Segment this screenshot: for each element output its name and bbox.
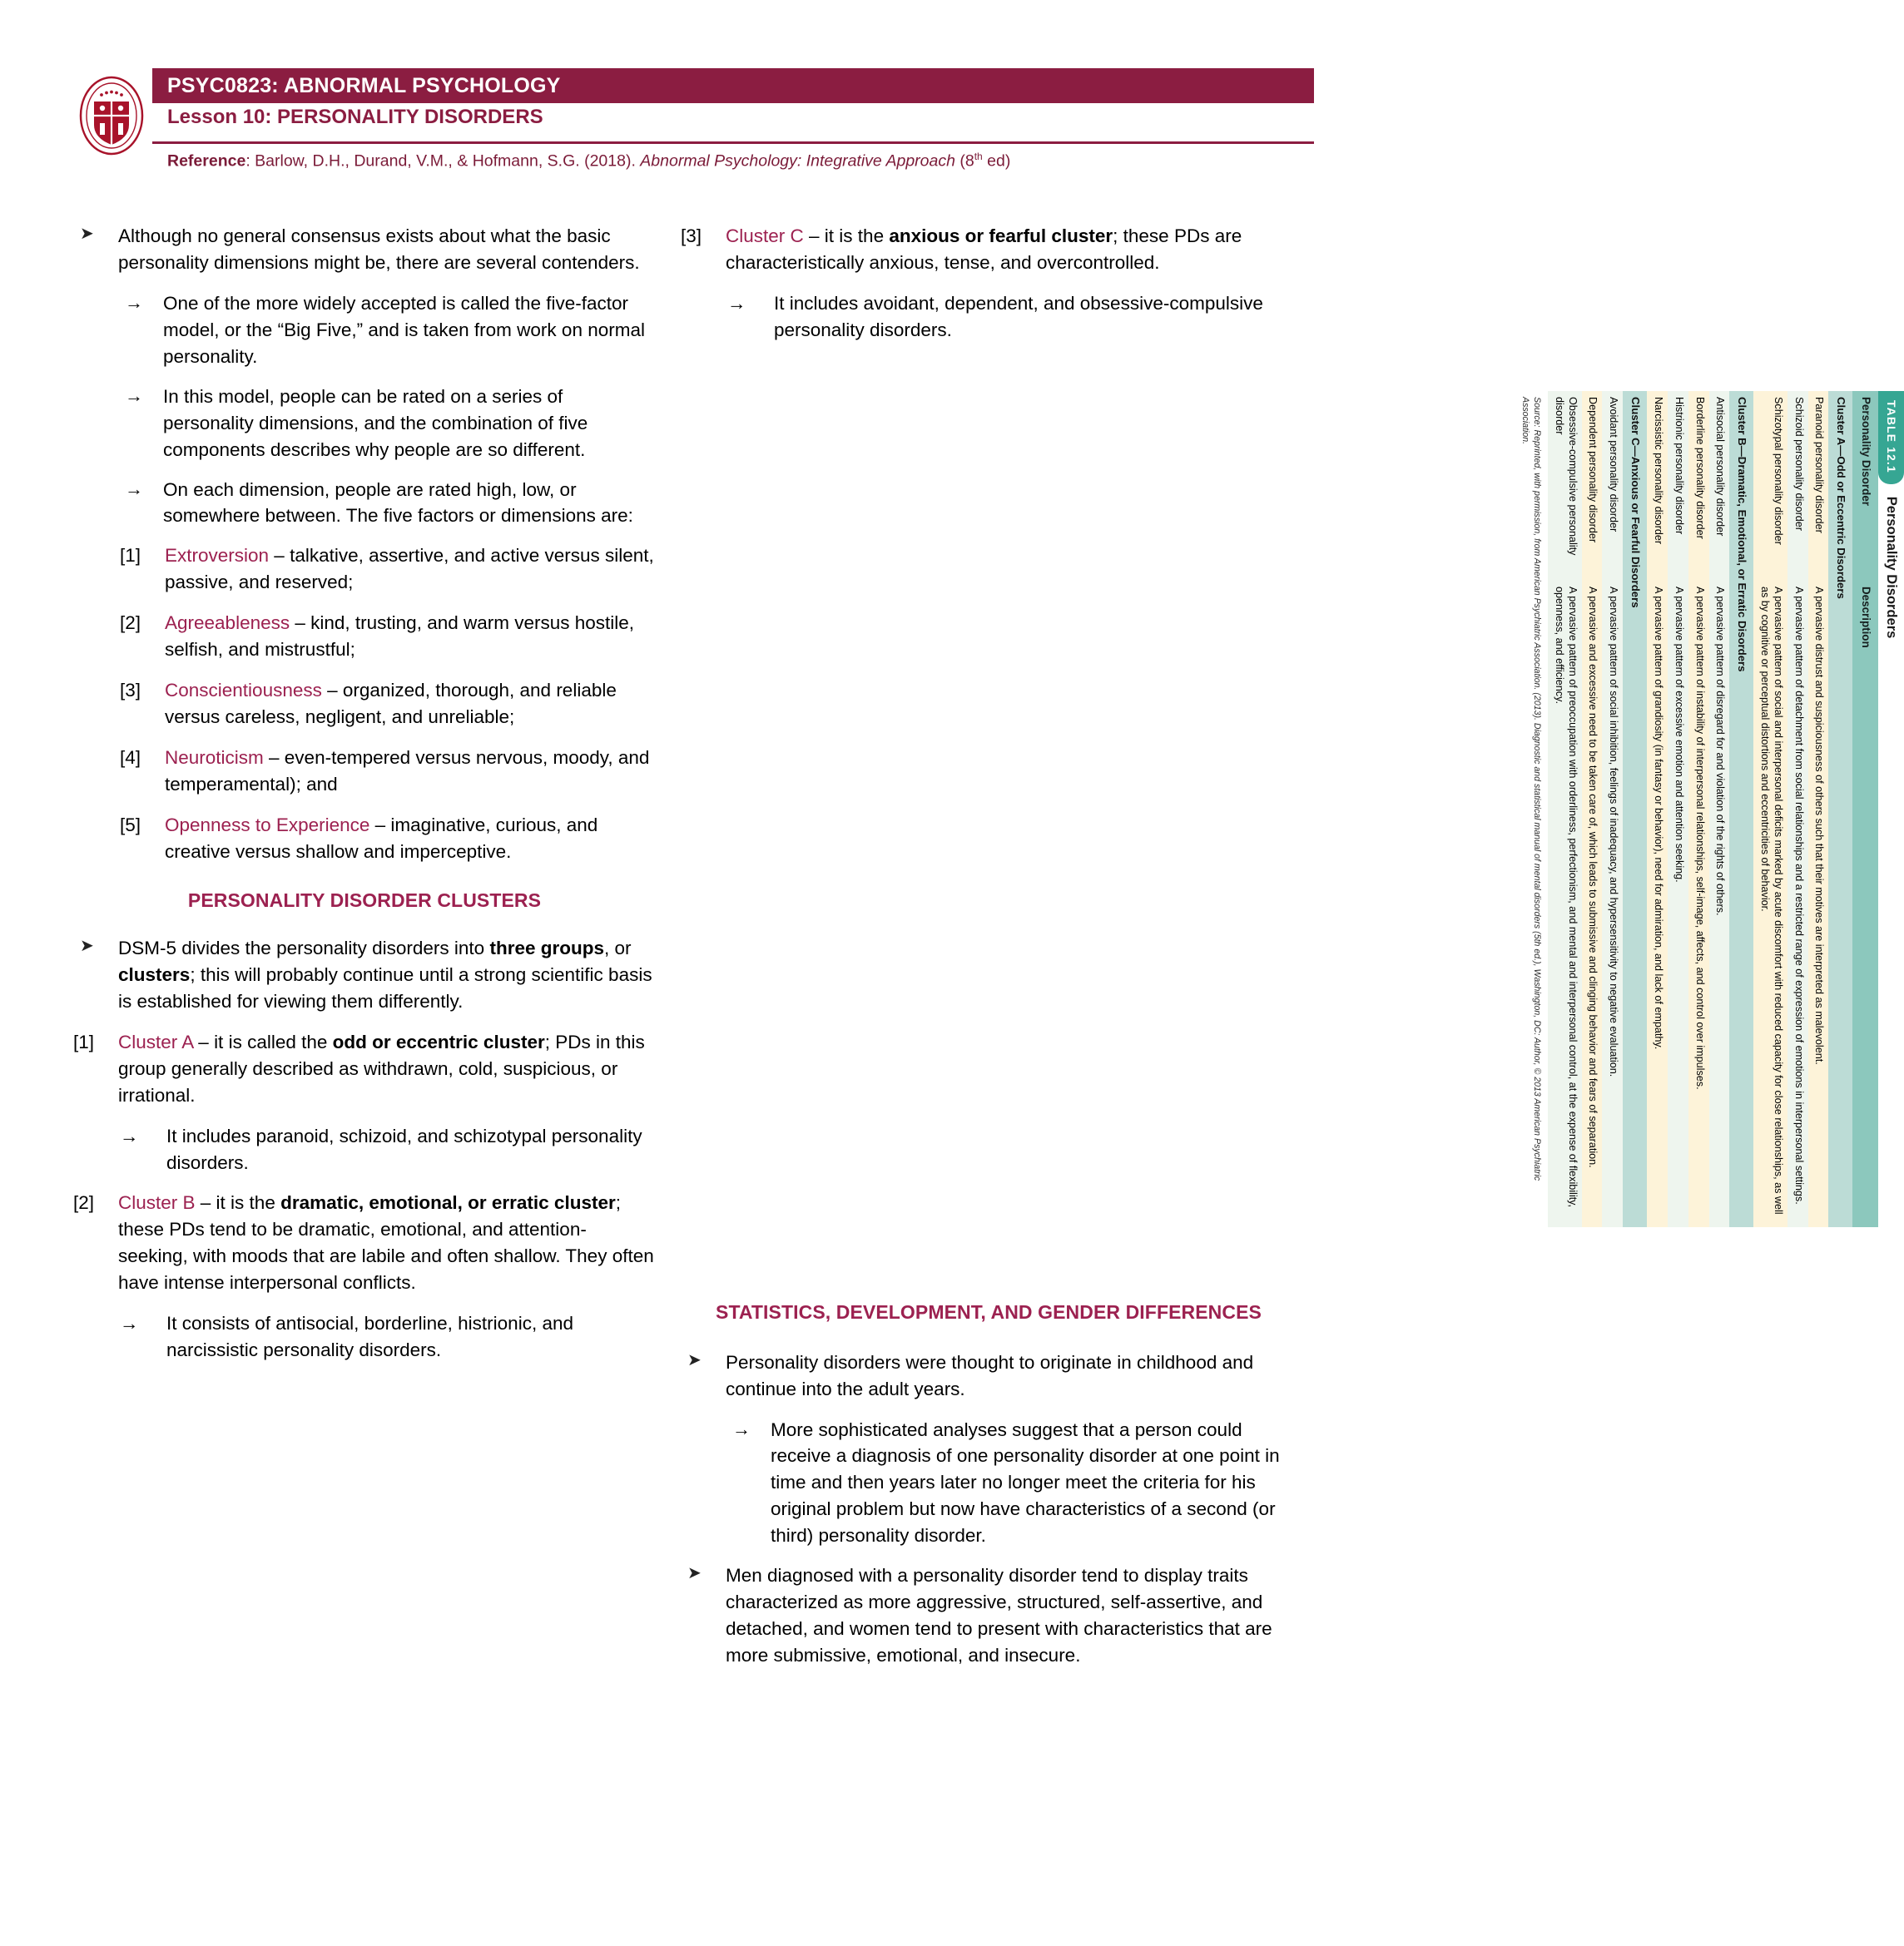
section-heading-clusters: PERSONALITY DISORDER CLUSTERS <box>187 889 542 911</box>
reference-text-3: ed) <box>982 151 1011 171</box>
factor-1-number: [1] <box>120 545 141 567</box>
sub-bullet-analyses <box>727 1417 1297 1550</box>
cluster-c-bold: anxious or fearful cluster <box>889 225 1113 246</box>
cluster-a-includes-text: It includes paranoid, schizoid, and schizotypal personality disorders. <box>166 1126 642 1173</box>
cluster-a-term: Cluster A <box>118 1032 194 1053</box>
table-source-note-row <box>1515 391 1548 1227</box>
table-header-row <box>1852 391 1878 1227</box>
disorder-name: Histrionic personality disorder <box>1668 391 1688 581</box>
table-title-row <box>1878 391 1904 1227</box>
group-row-cluster-b <box>1729 391 1753 1227</box>
group-label-cluster-a: Cluster A—Odd or Eccentric Disorders <box>1828 391 1852 1227</box>
sub-bullet-analyses-text: More sophisticated analyses suggest that a person could receive a diagnosis of one personality disorder at one point in time and then years later no longer meet the criteria for his original problem but now have characteristics of a second (or third) personality disorder. <box>771 1419 1280 1547</box>
disorder-description: A pervasive pattern of grandiosity (in fantasy or behavior), need for admiration, and lack of empathy. <box>1647 581 1668 1227</box>
disorder-description: A pervasive pattern of disregard for and violation of the rights of others. <box>1709 581 1730 1227</box>
dsm5-bold-three-groups: three groups <box>489 938 604 959</box>
factor-4-term: Neuroticism <box>165 747 264 768</box>
factor-5-term: Openness to Experience <box>165 814 370 835</box>
disorder-name: Avoidant personality disorder <box>1603 391 1624 581</box>
table-banner <box>1878 391 1904 1227</box>
bullet-gender <box>681 1562 1297 1669</box>
table-title: Personality Disorders <box>1883 496 1899 639</box>
bullet-intro-text: Although no general consensus exists about what the basic personality dimensions might be, there are several contenders. <box>118 225 640 273</box>
group-row-cluster-c <box>1623 391 1647 1227</box>
right-arrow-icon: → <box>125 291 143 313</box>
reference-line <box>167 151 1010 171</box>
arrow-bullet-icon: ➤ <box>80 937 94 956</box>
right-arrow-icon: → <box>727 292 746 314</box>
disorder-description: A pervasive pattern of instability of interpersonal relationships, self-image, affects, and control over impulses. <box>1688 581 1709 1227</box>
sub-bullet-dimensions-text: In this model, people can be rated on a series of personality dimensions, and the combination of five components describes why people are so different. <box>163 385 588 460</box>
cluster-c-pre: – it is the <box>803 225 890 246</box>
left-top-list <box>73 223 656 865</box>
sub-bullet-big-five-text: One of the more widely accepted is called the five-factor model, or the “Big Five,” and is taken from work on normal personality. <box>163 292 645 367</box>
table-row <box>1753 391 1787 1227</box>
list-item-cluster-a <box>73 1029 656 1109</box>
disorder-description: A pervasive distrust and suspiciousness of others such that their motives are interpreted as malevolent. <box>1808 581 1829 1227</box>
cluster-b-pre: – it is the <box>195 1191 281 1213</box>
list-item-cluster-c <box>681 223 1297 276</box>
table-source-note: Source: Reprinted, with permission, from American Psychiatric Association. (2013). Diagnostic and statistical manual of mental disorders (5th ed.), Washington, DC: Author, © 2013 American Psychiatric Association. <box>1515 391 1548 1227</box>
dsm5-text-pre: DSM-5 divides the personality disorders into <box>118 938 490 959</box>
disorder-description: A pervasive and excessive need to be taken care of, which leads to submissive and clinging behavior and fears of separation. <box>1582 581 1603 1227</box>
bullet-dsm5 <box>73 935 656 1015</box>
disorder-description: A pervasive pattern of social inhibition, feelings of inadequacy, and hypersensitivity to negative evaluation. <box>1603 581 1624 1227</box>
university-seal-logo <box>79 77 144 156</box>
table-12-1-rotated <box>1292 391 1904 1227</box>
table-row <box>1709 391 1730 1227</box>
disorder-name: Paranoid personality disorder <box>1808 391 1829 581</box>
disorder-name: Dependent personality disorder <box>1582 391 1603 581</box>
cluster-c-term: Cluster C <box>726 225 804 246</box>
bullet-intro <box>73 223 656 276</box>
disorder-name: Borderline personality disorder <box>1688 391 1709 581</box>
sub-bullet-big-five <box>120 290 656 370</box>
cluster-c-number: [3] <box>681 225 702 246</box>
dsm5-text-post: ; this will probably continue until a strong scientific basis is established for viewing them differently. <box>118 964 652 1013</box>
factor-1-term: Extroversion <box>165 545 270 567</box>
right-arrow-icon: → <box>732 1418 751 1439</box>
dsm5-text-mid: , or <box>603 938 632 959</box>
cluster-c-includes-text: It includes avoidant, dependent, and obsessive-compulsive personality disorders. <box>774 292 1263 340</box>
factor-4-desc: – even-tempered versus nervous, moody, and temperamental); and <box>165 747 650 795</box>
right-column-bottom <box>681 1285 1297 1683</box>
cluster-b-bold: dramatic, emotional, or erratic cluster <box>280 1191 616 1213</box>
sub-bullet-cluster-c-includes <box>727 290 1297 344</box>
list-item-factor-3 <box>120 677 656 730</box>
personality-disorders-table <box>1515 391 1904 1227</box>
disorder-description: A pervasive pattern of preoccupation with orderliness, perfectionism, and mental and interpersonal control, at the expense of flexibility, openness, and efficiency. <box>1548 581 1582 1227</box>
left-clusters-list <box>73 935 656 1363</box>
table-row <box>1582 391 1603 1227</box>
disorder-name: Narcissistic personality disorder <box>1647 391 1668 581</box>
cluster-a-post: ; PDs in this group generally described as withdrawn, cold, suspicious, or irrational. <box>118 1032 645 1107</box>
cluster-b-includes-text: It consists of antisocial, borderline, histrionic, and narcissistic personality disorders. <box>166 1312 573 1360</box>
section-heading-statistics: STATISTICS, DEVELOPMENT, AND GENDER DIFFERENCES <box>716 1301 1262 1323</box>
dsm5-bold-clusters: clusters <box>118 964 191 986</box>
list-item-cluster-b <box>73 1190 656 1296</box>
list-item-factor-5 <box>120 812 656 865</box>
header-divider <box>152 141 1314 144</box>
factor-5-number: [5] <box>120 814 141 835</box>
statistics-list <box>681 1349 1297 1669</box>
cluster-b-post: ; these PDs tend to be dramatic, emotional, and attention-seeking, with moods that are labile and often shallow. They often have intense interpersonal conflicts. <box>118 1191 654 1293</box>
factor-3-term: Conscientiousness <box>165 680 322 701</box>
lesson-title: Lesson 10: PERSONALITY DISORDERS <box>167 106 543 128</box>
right-arrow-icon: → <box>125 384 143 406</box>
factor-3-desc: – organized, thorough, and reliable versus careless, negligent, and unreliable; <box>165 680 617 728</box>
factor-2-number: [2] <box>120 612 141 634</box>
reference-text-2: (8 <box>954 151 974 171</box>
arrow-bullet-icon: ➤ <box>80 225 94 243</box>
reference-text-1: : Barlow, D.H., Durand, V.M., & Hofmann, S.G. (2018). <box>245 151 641 171</box>
group-row-cluster-a <box>1828 391 1852 1227</box>
right-arrow-icon: → <box>120 1126 139 1147</box>
group-label-cluster-c: Cluster C—Anxious or Fearful Disorders <box>1623 391 1647 1227</box>
table-row <box>1787 391 1808 1227</box>
bullet-origin <box>681 1349 1297 1403</box>
bullet-gender-text: Men diagnosed with a personality disorder tend to display traits characterized as more aggressive, structured, self-assertive, and detached, and women tend to present with characteristics that are more submissive, emotional, and insecure. <box>726 1565 1272 1666</box>
cluster-a-number: [1] <box>73 1032 95 1053</box>
reference-book-title: Abnormal Psychology: Integrative Approach <box>640 151 955 171</box>
disorder-description: A pervasive pattern of detachment from social relationships and a restricted range of expression of emotions in interpersonal settings. <box>1787 581 1808 1227</box>
list-item-factor-1 <box>120 542 656 596</box>
table-row <box>1647 391 1668 1227</box>
column-header-personality-disorder: Personality Disorder <box>1852 391 1878 581</box>
table-row <box>1688 391 1709 1227</box>
table-12-1-zone <box>681 391 1899 1231</box>
disorder-name: Schizotypal personality disorder <box>1753 391 1787 581</box>
factor-3-number: [3] <box>120 680 141 701</box>
table-number-tag: TABLE 12.1 <box>1878 391 1904 484</box>
arrow-bullet-icon: ➤ <box>687 1564 702 1583</box>
right-cluster-c-list <box>681 223 1297 344</box>
table-row <box>1808 391 1829 1227</box>
sub-bullet-cluster-a-includes <box>120 1123 656 1176</box>
factor-2-desc: – kind, trusting, and warm versus hostile, selfish, and mistrustful; <box>165 612 635 661</box>
course-title-bar <box>152 68 1314 103</box>
left-column <box>73 223 656 1377</box>
disorder-description: A pervasive pattern of excessive emotion and attention seeking. <box>1668 581 1688 1227</box>
right-arrow-icon: → <box>125 478 143 499</box>
group-label-cluster-b: Cluster B—Dramatic, Emotional, or Erratic Disorders <box>1729 391 1753 1227</box>
cluster-a-bold: odd or eccentric cluster <box>332 1032 545 1053</box>
course-title: PSYC0823: ABNORMAL PSYCHOLOGY <box>167 73 561 97</box>
disorder-name: Obsessive-compulsive personality disorder <box>1548 391 1582 581</box>
arrow-bullet-icon: ➤ <box>687 1350 702 1369</box>
reference-edition-sup: th <box>974 151 983 162</box>
column-header-description: Description <box>1852 581 1878 1227</box>
factor-1-desc: – talkative, assertive, and active versus silent, passive, and reserved; <box>165 545 654 593</box>
cluster-c-post: ; these PDs are characteristically anxious, tense, and overcontrolled. <box>726 225 1242 273</box>
right-arrow-icon: → <box>120 1312 139 1334</box>
disorder-description: A pervasive pattern of social and interpersonal deficits marked by acute discomfort with reduced capacity for close relationships, as well as by cognitive or perceptual distortions and eccentricities of behavior. <box>1753 581 1787 1227</box>
list-item-factor-4 <box>120 745 656 798</box>
factor-2-term: Agreeableness <box>165 612 290 634</box>
reference-label: Reference <box>167 151 246 171</box>
factor-5-desc: – imaginative, curious, and creative versus shallow and imperceptive. <box>165 814 598 862</box>
bullet-origin-text: Personality disorders were thought to originate in childhood and continue into the adult years. <box>726 1351 1254 1399</box>
sub-bullet-dimensions <box>120 384 656 463</box>
list-item-factor-2 <box>120 610 656 663</box>
sub-bullet-ratings-text: On each dimension, people are rated high, low, or somewhere between. The five factors or dimensions are: <box>163 478 633 527</box>
cluster-b-term: Cluster B <box>118 1191 196 1213</box>
disorder-name: Schizoid personality disorder <box>1787 391 1808 581</box>
cluster-a-pre: – it is called the <box>193 1032 333 1053</box>
factor-4-number: [4] <box>120 747 141 768</box>
table-row <box>1668 391 1688 1227</box>
sub-bullet-cluster-b-includes <box>120 1310 656 1364</box>
table-row <box>1548 391 1582 1227</box>
table-row <box>1603 391 1624 1227</box>
right-column-top <box>681 223 1297 357</box>
page-header <box>0 68 1376 185</box>
sub-bullet-ratings <box>120 477 656 530</box>
cluster-b-number: [2] <box>73 1191 95 1213</box>
disorder-name: Antisocial personality disorder <box>1709 391 1730 581</box>
